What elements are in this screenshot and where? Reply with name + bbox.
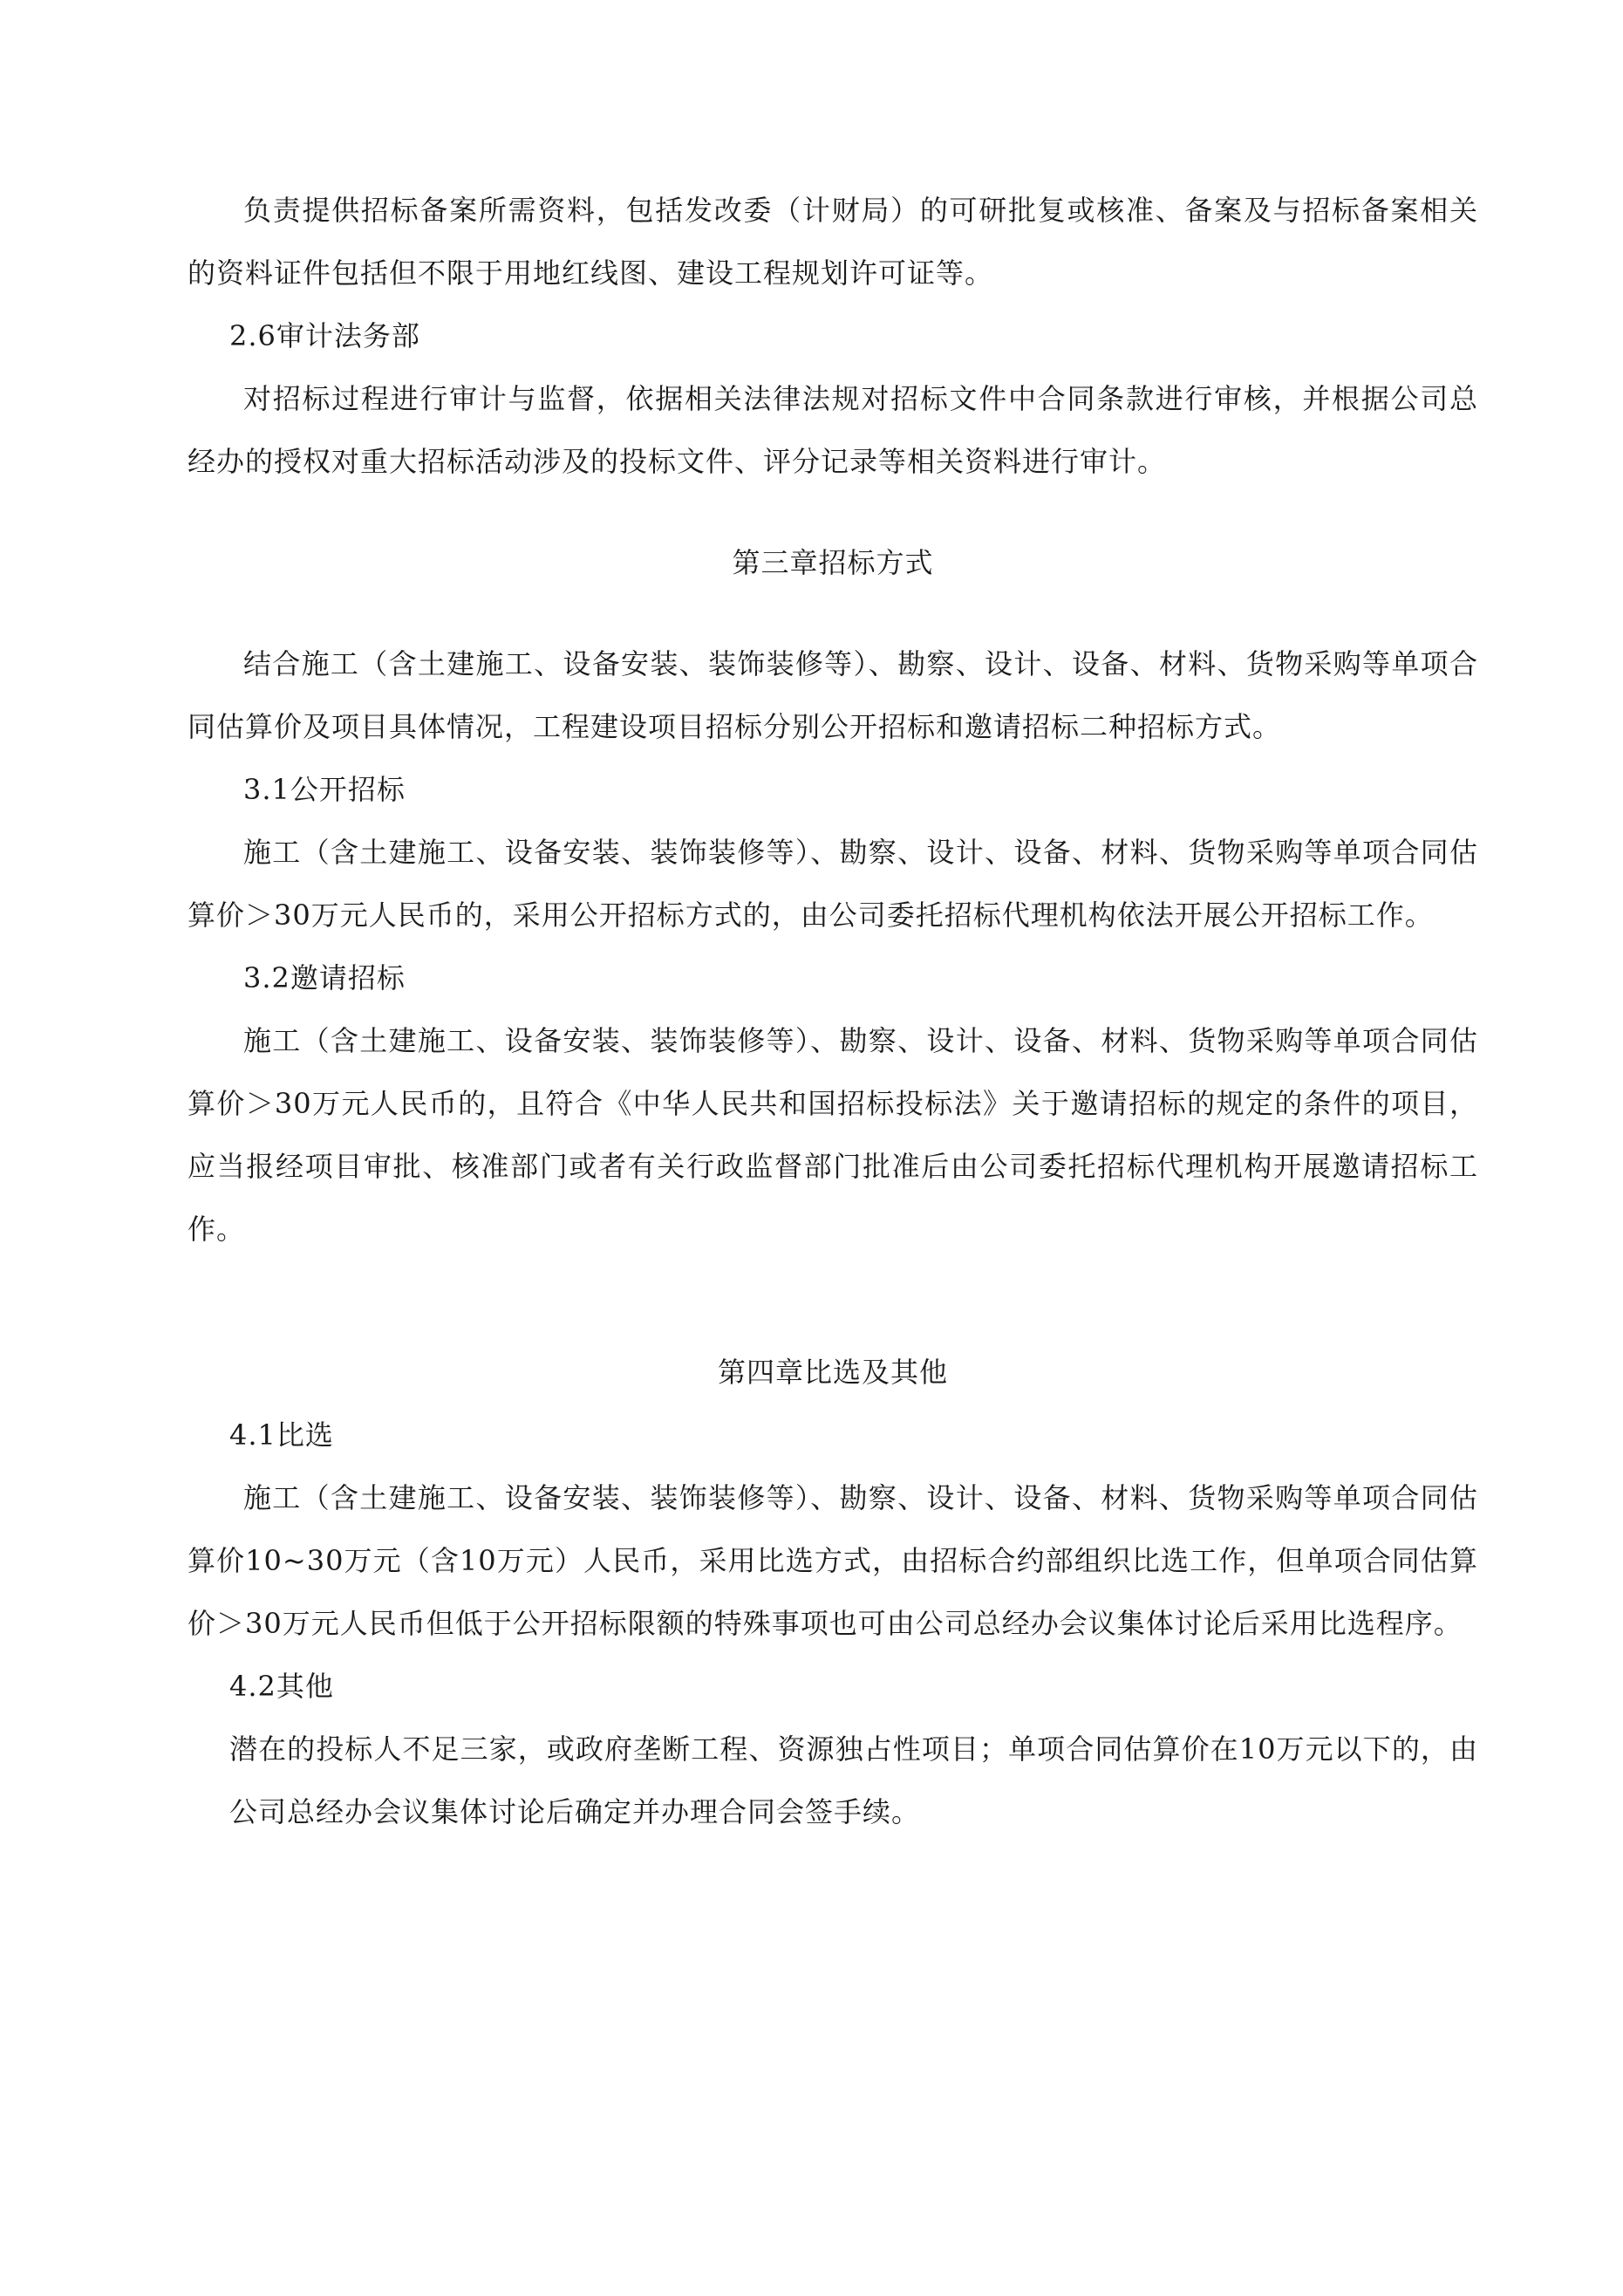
section-heading-2-6: 2.6审计法务部 xyxy=(229,319,420,352)
chapter-3-title: 第三章招标方式 xyxy=(732,546,934,579)
paragraph-comparison: 施工（含土建施工、设备安装、装饰装修等）、勘察、设计、设备、材料、货物采购等单项合同估算价10~30万元（含10万元）人民币，采用比选方式，由招标合约部组织比选工作，但单项合同估算价＞30万元人民币但低于公开招标限额的特殊事项也可由公司总经办会议集体讨论后采用比选程序。 xyxy=(188,1481,1478,1640)
paragraph-materials: 负责提供招标备案所需资料，包括发改委（计财局）的可研批复或核准、备案及与招标备案相关的资料证件包括但不限于用地红线图、建设工程规划许可证等。 xyxy=(188,194,1478,290)
section-heading-4-1: 4.1比选 xyxy=(229,1418,334,1452)
section-heading-3-2: 3.2邀请招标 xyxy=(243,961,406,994)
paragraph-open-bidding: 施工（含土建施工、设备安装、装饰装修等）、勘察、设计、设备、材料、货物采购等单项合同估算价＞30万元人民币的，采用公开招标方式的，由公司委托招标代理机构依法开展公开招标工作。 xyxy=(188,836,1478,932)
section-heading-4-2: 4.2其他 xyxy=(229,1670,334,1703)
paragraph-audit: 对招标过程进行审计与监督，依据相关法律法规对招标文件中合同条款进行审核，并根据公司总经办的授权对重大招标活动涉及的投标文件、评分记录等相关资料进行审计。 xyxy=(188,382,1478,478)
paragraph-invited-bidding: 施工（含土建施工、设备安装、装饰装修等）、勘察、设计、设备、材料、货物采购等单项合同估算价＞30万元人民币的，且符合《中华人民共和国招标投标法》关于邀请招标的规定的条件的项目，应当报经项目审批、核准部门或者有关行政监督部门批准后由公司委托招标代理机构开展邀请招标工作。 xyxy=(188,1024,1478,1246)
chapter-4-title: 第四章比选及其他 xyxy=(717,1356,948,1389)
paragraph-bidding-methods: 结合施工（含土建施工、设备安装、装饰装修等）、勘察、设计、设备、材料、货物采购等单项合同估算价及项目具体情况，工程建设项目招标分别公开招标和邀请招标二种招标方式。 xyxy=(188,647,1478,743)
paragraph-other: 潜在的投标人不足三家，或政府垄断工程、资源独占性项目；单项合同估算价在10万元以下的，由公司总经办会议集体讨论后确定并办理合同会签手续。 xyxy=(229,1732,1478,1828)
document-body xyxy=(188,179,1478,1843)
section-heading-3-1: 3.1公开招标 xyxy=(243,773,406,806)
